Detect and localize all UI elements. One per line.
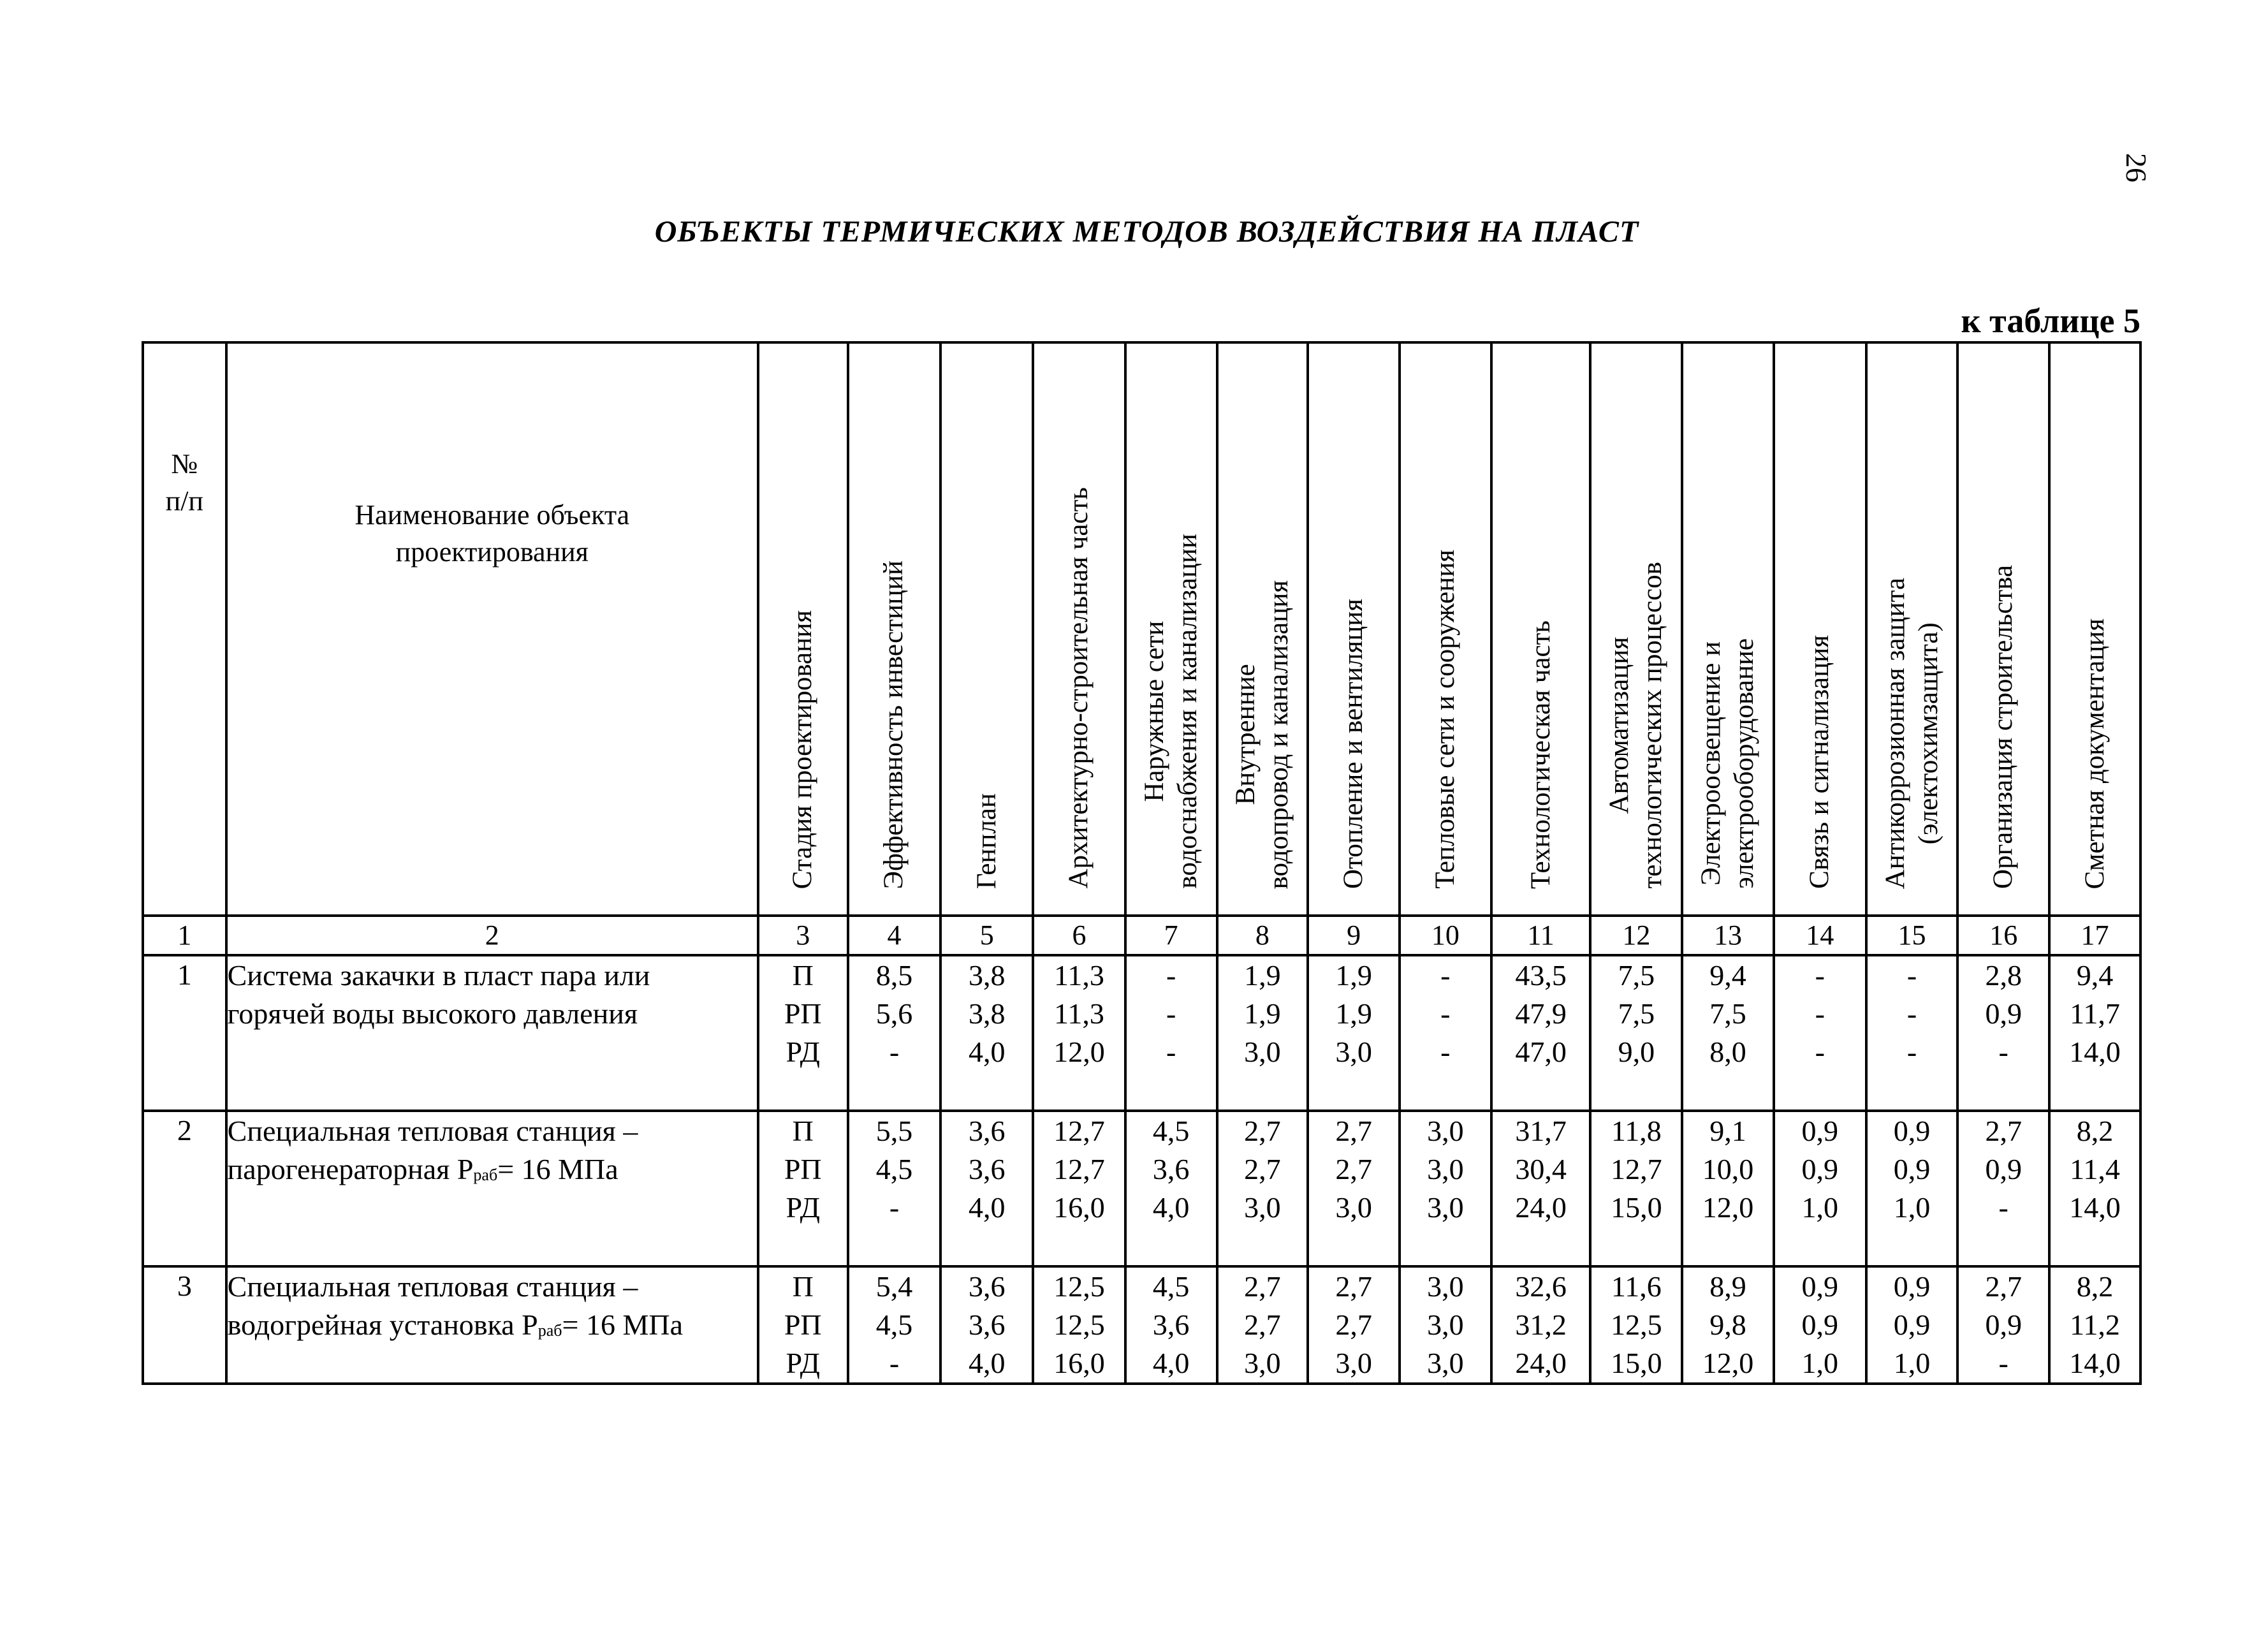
object-name	[226, 1266, 758, 1384]
stage-cell	[758, 955, 848, 1111]
value-cell	[1308, 1266, 1400, 1384]
header-electrical-label: Электроосвещение и электрооборудование	[1696, 638, 1760, 889]
cost-value: 2,7	[1244, 1115, 1281, 1147]
cost-value: 0,9	[1801, 1115, 1839, 1147]
table-row	[143, 1266, 2140, 1384]
header-corrosion-protection-label: Антикоррозионная защита (электохимзащита)	[1880, 577, 1943, 889]
cost-value: 8,2	[2076, 1115, 2114, 1147]
cost-value: 11,2	[2070, 1308, 2120, 1341]
cost-value: 11,4	[2070, 1153, 2120, 1185]
cost-value: 4,0	[1152, 1191, 1190, 1224]
header-object-name	[226, 342, 758, 916]
header-technology	[1491, 342, 1591, 916]
cost-value: 11,6	[1611, 1270, 1662, 1303]
value-cell	[2049, 955, 2140, 1111]
value-cell	[848, 955, 941, 1111]
value-cell	[1957, 1111, 2049, 1266]
value-cell	[1774, 955, 1866, 1111]
value-cell	[2049, 1111, 2140, 1266]
cost-value: 12,7	[1053, 1153, 1105, 1185]
value-cell	[1866, 1266, 1958, 1384]
header-technology-label: Технологическая часть	[1525, 620, 1556, 889]
stage-value: РД	[786, 1191, 821, 1224]
cost-value: -	[1906, 959, 1917, 992]
cost-value: 7,5	[1618, 997, 1655, 1030]
value-cell	[1491, 1111, 1591, 1266]
value-cell	[1125, 1266, 1217, 1384]
cost-value: 0,9	[1985, 1153, 2022, 1185]
stage-value: РП	[784, 1308, 822, 1341]
cost-value: 3,0	[1244, 1036, 1281, 1068]
cost-value: 1,9	[1335, 959, 1372, 992]
cost-value: 43,5	[1515, 959, 1567, 992]
cost-value: 3,0	[1427, 1153, 1464, 1185]
header-estimate-documentation	[2049, 342, 2140, 916]
cost-value: -	[1440, 959, 1451, 992]
cost-value: -	[1906, 1036, 1917, 1068]
object-name	[226, 955, 758, 1111]
cost-value: 7,5	[1618, 959, 1655, 992]
pressure-subscript: раб	[473, 1166, 498, 1184]
column-number: 3	[758, 916, 848, 955]
object-name-line1: Специальная тепловая станция –	[227, 1270, 638, 1303]
cost-value: 4,0	[1152, 1347, 1190, 1379]
value-cell	[1400, 1111, 1491, 1266]
cost-value: -	[1166, 1036, 1176, 1068]
cost-value: 3,0	[1244, 1191, 1281, 1224]
value-cell	[1866, 1111, 1958, 1266]
cost-value: 4,0	[968, 1191, 1006, 1224]
cost-value: 1,0	[1893, 1191, 1931, 1224]
cost-value: 0,9	[1893, 1115, 1931, 1147]
cost-value: 0,9	[1801, 1308, 1839, 1341]
header-object-name-line2: проектирования	[395, 536, 589, 568]
cost-value: 3,6	[968, 1270, 1006, 1303]
stage-value: РД	[786, 1347, 821, 1379]
header-construction-organization	[1957, 342, 2049, 916]
value-cell	[1491, 955, 1591, 1111]
cost-value: 47,9	[1515, 997, 1567, 1030]
value-cell	[1033, 1266, 1125, 1384]
column-number: 12	[1590, 916, 1682, 955]
cost-value: 16,0	[1053, 1191, 1105, 1224]
object-name	[226, 1111, 758, 1266]
value-cell	[1217, 1111, 1308, 1266]
cost-value: 3,6	[1152, 1308, 1190, 1341]
cost-value: 3,0	[1427, 1347, 1464, 1379]
cost-value: 3,0	[1335, 1036, 1372, 1068]
column-number: 4	[848, 916, 941, 955]
cost-value: -	[1815, 959, 1825, 992]
cost-value: 12,7	[1053, 1115, 1105, 1147]
cost-value: 2,7	[1985, 1270, 2022, 1303]
cost-value: 11,8	[1611, 1115, 1662, 1147]
cost-value: 12,5	[1611, 1308, 1662, 1341]
document-title: ОБЪЕКТЫ ТЕРМИЧЕСКИХ МЕТОДОВ ВОЗДЕЙСТВИЯ НА ПЛАСТ	[654, 215, 1639, 249]
cost-value: 8,5	[875, 959, 913, 992]
cost-value: 12,0	[1702, 1191, 1754, 1224]
value-cell	[1957, 955, 2049, 1111]
header-number-pp: п/п	[165, 485, 203, 516]
cost-value: 12,5	[1053, 1308, 1105, 1341]
table-row	[143, 955, 2140, 1111]
object-name-line2: парогенераторная $Р_{раб}= 16$ МПа	[227, 1153, 618, 1185]
stage-cell	[758, 1266, 848, 1384]
header-external-networks	[1125, 342, 1217, 916]
cost-value: 11,3	[1054, 997, 1104, 1030]
cost-value: 0,9	[1801, 1270, 1839, 1303]
cost-value: 31,2	[1515, 1308, 1567, 1341]
stage-value: П	[792, 959, 814, 992]
cost-value: 3,6	[968, 1308, 1006, 1341]
cost-value: 0,9	[1893, 1153, 1931, 1185]
cost-value: -	[889, 1191, 900, 1224]
value-cell	[1125, 955, 1217, 1111]
cost-value: 1,0	[1893, 1347, 1931, 1379]
cost-value: 3,0	[1335, 1191, 1372, 1224]
cost-value: 3,0	[1335, 1347, 1372, 1379]
cost-value: -	[889, 1036, 900, 1068]
value-cell	[1682, 955, 1774, 1111]
stage-value: РП	[784, 997, 822, 1030]
cost-value: 4,5	[1152, 1270, 1190, 1303]
cost-value: 15,0	[1611, 1347, 1662, 1379]
value-cell	[940, 1111, 1033, 1266]
cost-value: 1,0	[1801, 1191, 1839, 1224]
value-cell	[1866, 955, 1958, 1111]
cost-value: 14,0	[2069, 1347, 2121, 1379]
cost-value: 24,0	[1515, 1347, 1567, 1379]
cost-value: -	[1998, 1191, 2008, 1224]
header-architecture	[1033, 342, 1125, 916]
cost-value: 15,0	[1611, 1191, 1662, 1224]
value-cell	[1590, 1111, 1682, 1266]
cost-value: 3,0	[1427, 1308, 1464, 1341]
header-electrical	[1682, 342, 1774, 916]
cost-value: 3,0	[1427, 1115, 1464, 1147]
cost-value: 9,0	[1618, 1036, 1655, 1068]
header-object-name-line1: Наименование объекта	[355, 499, 630, 531]
cost-value: 5,6	[875, 997, 913, 1030]
cost-value: 16,0	[1053, 1347, 1105, 1379]
cost-value: 32,6	[1515, 1270, 1567, 1303]
cost-value: 9,4	[1709, 959, 1746, 992]
cost-value: -	[1998, 1347, 2008, 1379]
value-cell	[1308, 1111, 1400, 1266]
header-heating-ventilation	[1308, 342, 1400, 916]
cost-value: 2,7	[1244, 1270, 1281, 1303]
column-number: 2	[226, 916, 758, 955]
stage-value: РП	[784, 1153, 822, 1185]
cost-value: 11,7	[2070, 997, 2120, 1030]
cost-value: 3,0	[1244, 1347, 1281, 1379]
header-heat-networks-label: Тепловые сети и сооружения	[1430, 550, 1460, 889]
cost-value: 7,5	[1709, 997, 1746, 1030]
cost-value: -	[1906, 997, 1917, 1030]
value-cell	[1400, 1266, 1491, 1384]
column-number: 5	[940, 916, 1033, 955]
table-reference: к таблице 5	[1961, 302, 2140, 340]
cost-value: -	[1166, 997, 1176, 1030]
column-number: 1	[143, 916, 226, 955]
value-cell	[1033, 955, 1125, 1111]
value-cell	[1957, 1266, 2049, 1384]
value-cell	[1774, 1266, 1866, 1384]
cost-value: 24,0	[1515, 1191, 1567, 1224]
cost-value: 3,8	[968, 997, 1006, 1030]
cost-value: -	[889, 1347, 900, 1379]
cost-value: 4,0	[968, 1036, 1006, 1068]
stage-value: П	[792, 1115, 814, 1147]
row-number: 2	[143, 1111, 226, 1266]
cost-value: 5,4	[875, 1270, 913, 1303]
cost-value: 2,7	[1335, 1308, 1372, 1341]
cost-value: 14,0	[2069, 1036, 2121, 1068]
header-internal-plumbing-label: Внутренние водопровод и канализация	[1230, 580, 1294, 889]
cost-value: 4,5	[875, 1308, 913, 1341]
cost-value: 4,5	[875, 1153, 913, 1185]
table-row	[143, 1111, 2140, 1266]
header-automation-label: Автоматизация технологических процессов	[1604, 562, 1668, 889]
header-investment-efficiency	[848, 342, 941, 916]
cost-value: 3,0	[1427, 1270, 1464, 1303]
cost-value: 2,7	[1335, 1115, 1372, 1147]
cost-value: 14,0	[2069, 1191, 2121, 1224]
cost-value: 0,9	[1985, 997, 2022, 1030]
header-heat-networks	[1400, 342, 1491, 916]
cost-value: 3,6	[1152, 1153, 1190, 1185]
column-number: 17	[2049, 916, 2140, 955]
cost-value: 8,9	[1709, 1270, 1746, 1303]
cost-value: 0,9	[1893, 1308, 1931, 1341]
cost-value: 9,4	[2076, 959, 2114, 992]
cost-value: 12,7	[1611, 1153, 1662, 1185]
value-cell	[940, 955, 1033, 1111]
cost-value: -	[1440, 1036, 1451, 1068]
cost-value: 12,0	[1053, 1036, 1105, 1068]
cost-value: -	[1440, 997, 1451, 1030]
header-heating-ventilation-label: Отопление и вентиляция	[1338, 599, 1369, 889]
cost-value: -	[1815, 1036, 1825, 1068]
value-cell	[1400, 955, 1491, 1111]
cost-value: 1,9	[1244, 997, 1281, 1030]
header-construction-organization-label: Организация строительства	[1988, 565, 2019, 889]
cost-value: 9,8	[1709, 1308, 1746, 1341]
header-number	[143, 342, 226, 916]
cost-value: 1,9	[1335, 997, 1372, 1030]
table-header-row	[143, 342, 2140, 916]
cost-value: 9,1	[1709, 1115, 1746, 1147]
value-cell	[1774, 1111, 1866, 1266]
value-cell	[1682, 1111, 1774, 1266]
cost-value: 3,8	[968, 959, 1006, 992]
column-number: 9	[1308, 916, 1400, 955]
object-name-line1: Система закачки в пласт пара или	[227, 959, 650, 992]
header-corrosion-protection	[1866, 342, 1958, 916]
stage-value: П	[792, 1270, 814, 1303]
header-number-sign: №	[171, 448, 198, 480]
cost-value: 10,0	[1702, 1153, 1754, 1185]
header-stage	[758, 342, 848, 916]
cost-value: 8,2	[2076, 1270, 2114, 1303]
value-cell	[1033, 1111, 1125, 1266]
column-number: 16	[1957, 916, 2049, 955]
cost-value: 2,7	[1244, 1308, 1281, 1341]
header-internal-plumbing	[1217, 342, 1308, 916]
object-name-line2: водогрейная установка $Р_{раб}= 16$ МПа	[227, 1308, 683, 1341]
column-number: 13	[1682, 916, 1774, 955]
value-cell	[1125, 1111, 1217, 1266]
cost-value: 5,5	[875, 1115, 913, 1147]
value-cell	[1217, 955, 1308, 1111]
cost-value: 12,5	[1053, 1270, 1105, 1303]
value-cell	[940, 1266, 1033, 1384]
object-name-line2: горячей воды высокого давления	[227, 997, 638, 1030]
cost-value: -	[1815, 997, 1825, 1030]
column-number-row	[143, 916, 2140, 955]
value-cell	[1682, 1266, 1774, 1384]
value-cell	[848, 1266, 941, 1384]
cost-value: 3,6	[968, 1153, 1006, 1185]
cost-value: 0,9	[1893, 1270, 1931, 1303]
value-cell	[2049, 1266, 2140, 1384]
page-number: 26	[2120, 153, 2153, 182]
header-communication-label: Связь и сигнализация	[1804, 635, 1835, 889]
column-number: 8	[1217, 916, 1308, 955]
header-communication	[1774, 342, 1866, 916]
cost-value: 2,7	[1335, 1270, 1372, 1303]
cost-value: 31,7	[1515, 1115, 1567, 1147]
column-number: 14	[1774, 916, 1866, 955]
cost-value: 2,7	[1244, 1153, 1281, 1185]
cost-value: 0,9	[1801, 1153, 1839, 1185]
cost-value: 11,3	[1054, 959, 1104, 992]
cost-value: -	[1166, 959, 1176, 992]
cost-value: 0,9	[1985, 1308, 2022, 1341]
pressure-subscript: раб	[538, 1321, 562, 1340]
cost-value: 47,0	[1515, 1036, 1567, 1068]
cost-value: 3,6	[968, 1115, 1006, 1147]
cost-value: 1,9	[1244, 959, 1281, 992]
value-cell	[1491, 1266, 1591, 1384]
cost-value: -	[1998, 1036, 2008, 1068]
column-number: 6	[1033, 916, 1125, 955]
row-number: 1	[143, 955, 226, 1111]
cost-value: 3,0	[1427, 1191, 1464, 1224]
value-cell	[1308, 955, 1400, 1111]
cost-value: 2,8	[1985, 959, 2022, 992]
cost-value: 8,0	[1709, 1036, 1746, 1068]
header-estimate-documentation-label: Сметная документация	[2079, 618, 2110, 889]
column-number: 15	[1866, 916, 1958, 955]
cost-value: 4,0	[968, 1347, 1006, 1379]
value-cell	[848, 1111, 941, 1266]
header-external-networks-label: Наружные сети водоснабжения и канализации	[1139, 534, 1203, 889]
value-cell	[1217, 1266, 1308, 1384]
header-master-plan-label: Генплан	[971, 793, 1002, 889]
cost-value: 2,7	[1335, 1153, 1372, 1185]
header-master-plan	[940, 342, 1033, 916]
header-stage-label: Стадия проектирования	[787, 610, 818, 889]
column-number: 11	[1491, 916, 1591, 955]
cost-value: 4,5	[1152, 1115, 1190, 1147]
stage-value: РД	[786, 1036, 821, 1068]
cost-value: 2,7	[1985, 1115, 2022, 1147]
cost-value: 12,0	[1702, 1347, 1754, 1379]
object-name-line1: Специальная тепловая станция –	[227, 1115, 638, 1147]
column-number: 10	[1400, 916, 1491, 955]
cost-value: 30,4	[1515, 1153, 1567, 1185]
design-cost-table	[142, 341, 2142, 1385]
header-investment-efficiency-label: Эффективность инвестиций	[879, 560, 909, 889]
header-automation	[1590, 342, 1682, 916]
column-number: 7	[1125, 916, 1217, 955]
header-architecture-label: Архитектурно-строительная часть	[1064, 487, 1094, 889]
stage-cell	[758, 1111, 848, 1266]
row-number: 3	[143, 1266, 226, 1384]
cost-value: 1,0	[1801, 1347, 1839, 1379]
value-cell	[1590, 1266, 1682, 1384]
value-cell	[1590, 955, 1682, 1111]
